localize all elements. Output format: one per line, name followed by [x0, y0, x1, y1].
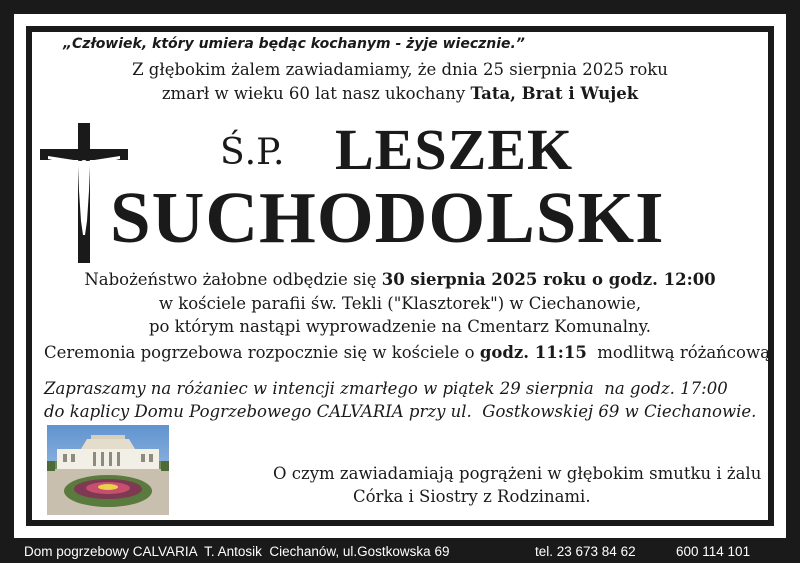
prefix: Ś.P.	[220, 132, 285, 173]
family-relations: Tata, Brat i Wujek	[470, 84, 639, 103]
intro-line-1: Z głębokim żalem zawiadamiamy, że dnia 25 sierpnia 2025 roku	[132, 60, 668, 79]
footer-bar	[0, 543, 800, 563]
rosary-line-2: do kaplicy Domu Pogrzebowego CALVARIA przy ul. Gostkowskiej 69 w Ciechanowie.	[44, 402, 757, 421]
service-line-2: w kościele parafii św. Tekli ("Klasztorek") w Ciechanowie,	[158, 294, 642, 313]
rosary-line-1: Zapraszamy na różaniec w intencji zmarłego w piątek 29 sierpnia na godz. 17:00	[44, 379, 728, 398]
funeral-home-photo	[47, 425, 169, 515]
service-line-1	[14, 270, 786, 289]
footer-phone-2: 600 114 101	[676, 544, 751, 559]
intro-line-2	[14, 84, 786, 103]
closing-line-1: O czym zawiadamiają pogrążeni w głębokim smutku i żalu	[273, 464, 762, 483]
quote: „Człowiek, który umiera będąc kochanym - żyje wiecznie.”	[63, 36, 525, 52]
ceremony-text: Ceremonia pogrzebowa rozpocznie się w kościele o	[44, 343, 480, 362]
first-name: LESZEK	[335, 117, 574, 182]
service-line-1-text: Nabożeństwo żałobne odbędzie się	[84, 270, 382, 289]
footer-company: Dom pogrzebowy CALVARIA T. Antosik Ciechanów, ul.Gostkowska 69	[24, 544, 450, 559]
service-line-3: po którym nastąpi wyprowadzenie na Cmentarz Komunalny.	[148, 317, 652, 336]
ceremony-line	[44, 343, 775, 362]
ceremony-post: modlitwą różańcową.	[586, 343, 776, 362]
closing-line-2: Córka i Siostry z Rodzinami.	[353, 487, 591, 506]
last-name: SUCHODOLSKI	[110, 177, 665, 258]
service-date: 30 sierpnia 2025 roku o godz. 12:00	[381, 270, 716, 289]
ceremony-time: godz. 11:15	[479, 343, 587, 362]
obituary-card	[14, 14, 786, 538]
intro-line-2-text: zmarł w wieku 60 lat nasz ukochany	[161, 84, 471, 103]
footer-phone-1: tel. 23 673 84 62	[535, 544, 636, 559]
